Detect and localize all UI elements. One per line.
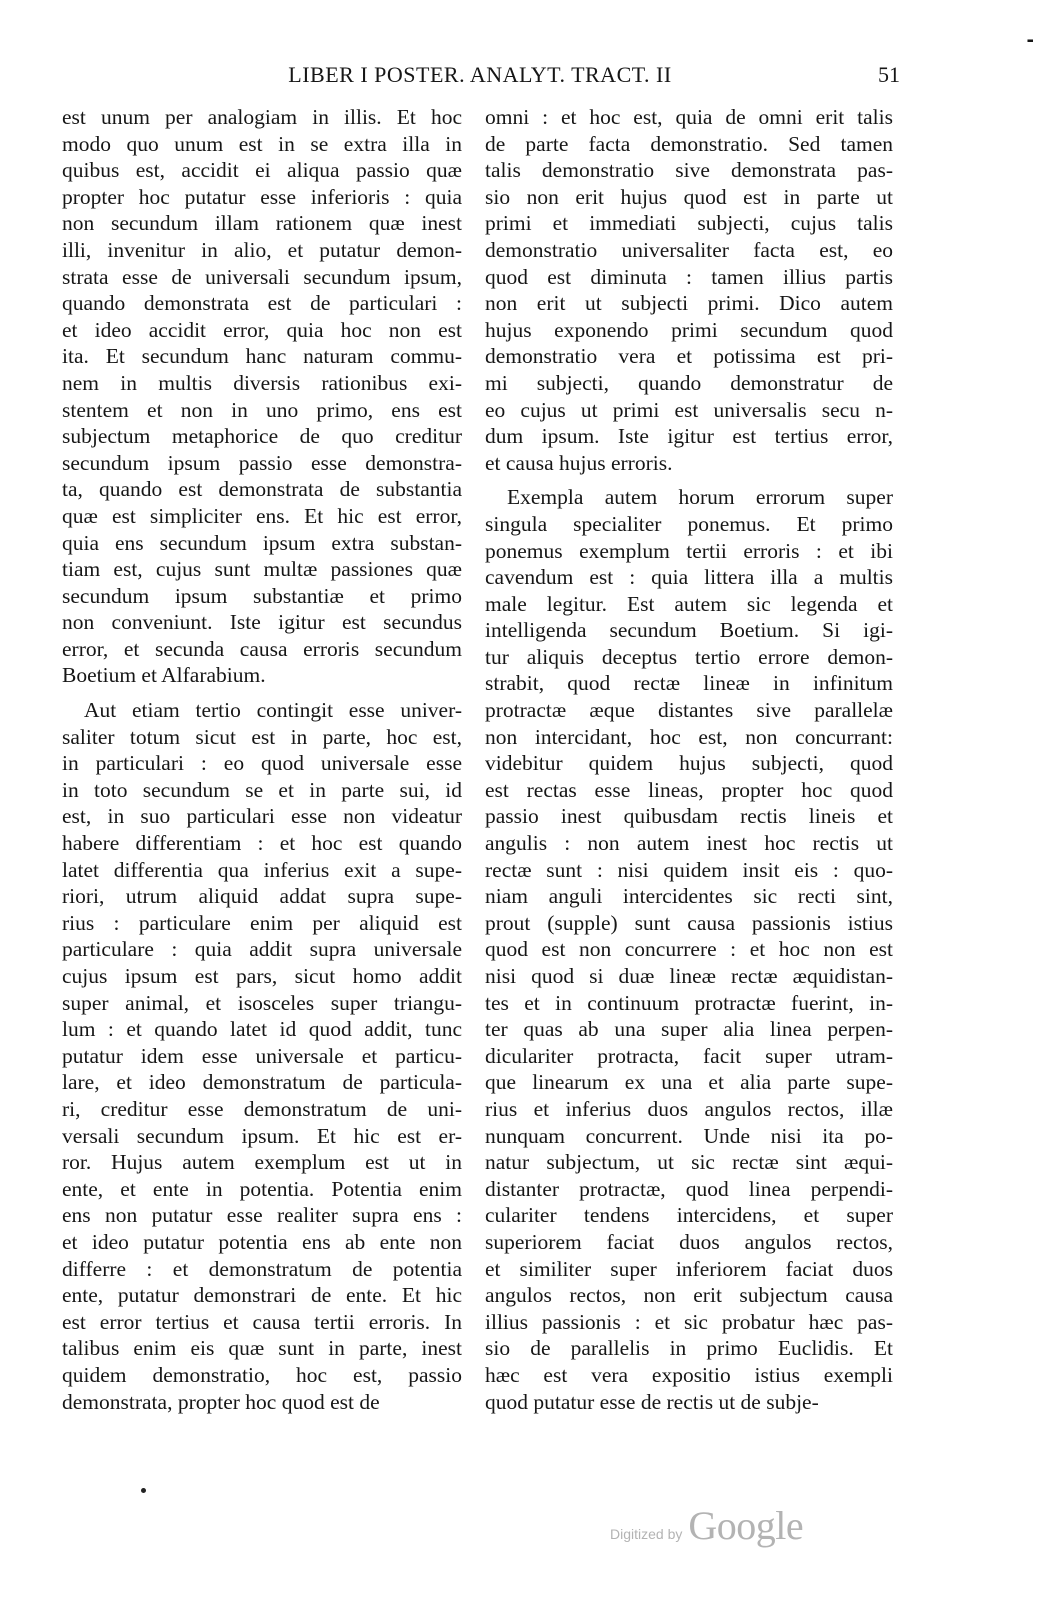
- text-line: non secundum illam rationem quæ inest: [62, 211, 462, 236]
- text-line: lum : et quando latet id quod addit, tunc: [62, 1017, 462, 1042]
- text-line: strata esse de universali secundum ipsum,: [62, 264, 462, 289]
- text-line: ente, putatur demonstrari de ente. Et hic: [62, 1283, 462, 1308]
- text-line: rius : particulare enim per aliquid est: [62, 910, 462, 935]
- text-line: talibus enim eis quæ sunt in parte, inest: [62, 1336, 462, 1361]
- text-line: secundum ipsum passio esse demonstra-: [62, 450, 462, 475]
- text-line: dum ipsum. Iste igitur est tertius error,: [485, 424, 893, 449]
- text-line: quod est diminuta : tamen illius partis: [485, 264, 893, 289]
- digitized-by-label: Digitized by: [610, 1526, 683, 1542]
- text-line: ter quas ab una super alia linea perpen-: [485, 1017, 893, 1042]
- text-line: stentem et non in uno primo, ens est: [62, 397, 462, 422]
- text-line: nunquam concurrent. Unde nisi ita po-: [485, 1123, 893, 1148]
- text-line: que linearum ex una et alia parte supe-: [485, 1070, 893, 1095]
- paragraph: [62, 104, 462, 689]
- text-line: hæc est vera expositio istius exempli: [485, 1362, 893, 1387]
- text-line: angulis : non autem inest hoc rectis ut: [485, 831, 893, 856]
- text-line: est error tertius et causa tertii erroris. In: [62, 1309, 462, 1334]
- text-line: rius et inferius duos angulos rectos, illæ: [485, 1096, 893, 1121]
- text-line: culariter tendens intercidens, et super: [485, 1203, 893, 1228]
- text-line: illius passionis : et sic probatur hæc pas-: [485, 1309, 893, 1334]
- text-line: et causa hujus erroris.: [485, 450, 673, 475]
- right-column: [485, 104, 893, 1415]
- text-line: propter hoc putatur esse inferioris : quia: [62, 184, 462, 209]
- text-line: omni : et hoc est, quia de omni erit talis: [485, 105, 893, 129]
- text-line: sio de parallelis in primo Euclidis. Et: [485, 1336, 893, 1361]
- text-line: rectæ sunt : nisi quidem insit eis : quo-: [485, 857, 893, 882]
- text-line: est rectas esse lineas, propter hoc quod: [485, 777, 893, 802]
- page-number: 51: [878, 62, 900, 87]
- text-line: eo cujus ut primi est universalis secu n-: [485, 397, 893, 422]
- text-line: est, in suo particulari esse non videatur: [62, 804, 462, 829]
- google-logo-text: Google: [688, 1503, 804, 1548]
- text-line: male legitur. Est autem sic legenda et: [485, 591, 893, 616]
- page-header: [60, 62, 900, 92]
- text-line: modo quo unum est in se extra illa in: [62, 131, 462, 156]
- text-line: demonstratio universaliter facta est, eo: [485, 237, 893, 262]
- text-line: et similiter super inferiorem faciat duos: [485, 1256, 893, 1281]
- text-line: intelligenda secundum Boetium. Si igi-: [485, 618, 893, 643]
- text-line: angulos rectos, non erit subjectum causa: [485, 1283, 893, 1308]
- text-line: quod est non concurrere : et hoc non est: [485, 937, 893, 962]
- text-line: quia ens secundum ipsum extra substan-: [62, 530, 462, 555]
- text-line: talis demonstratio sive demonstrata pas-: [485, 158, 893, 183]
- text-line: quod putatur esse de rectis ut de subje-: [485, 1389, 819, 1414]
- text-line: tes et in continuum protractæ fuerint, in-: [485, 990, 893, 1015]
- text-line: error, et secunda causa erroris secundum: [62, 636, 462, 661]
- text-line: mi subjecti, quando demonstratur de: [485, 370, 893, 395]
- paragraph-gap: [485, 476, 893, 484]
- text-line: non intercidant, hoc est, non concurrant:: [485, 724, 893, 749]
- text-line: ente, et ente in potentia. Potentia enim: [62, 1176, 462, 1201]
- text-line: cujus ipsum est pars, sicut homo addit: [62, 964, 462, 988]
- text-line: particulare : quia addit supra universale: [62, 937, 462, 962]
- paragraph: [485, 484, 893, 1415]
- text-line: Exempla autem horum errorum super: [507, 485, 893, 510]
- text-line: ponemus exemplum tertii erroris : et ibi: [485, 538, 893, 563]
- text-line: natur subjectum, ut sic rectæ sint æqui-: [485, 1150, 893, 1175]
- text-line: est unum per analogiam in illis. Et hoc: [62, 105, 462, 129]
- text-line: ri, creditur esse demonstratum de uni-: [62, 1096, 462, 1121]
- text-line: nisi quod si duæ lineæ rectæ æquidistan-: [485, 964, 893, 988]
- text-line: sio non erit hujus quod est in parte ut: [485, 184, 893, 209]
- text-line: hujus exponendo primi secundum quod: [485, 317, 893, 342]
- text-line: versali secundum ipsum. Et hic est er-: [62, 1123, 462, 1148]
- text-line: secundum ipsum substantiæ et primo: [62, 583, 462, 608]
- text-line: quæ est simpliciter ens. Et hic est error,: [62, 503, 462, 528]
- text-line: et ideo putatur potentia ens ab ente non: [62, 1229, 462, 1254]
- text-line: putatur idem esse universale et particu-: [62, 1043, 462, 1068]
- text-line: Aut etiam tertio contingit esse univer-: [84, 698, 462, 723]
- corner-mark: -: [1026, 30, 1034, 51]
- text-line: non conveniunt. Iste igitur est secundus: [62, 610, 462, 635]
- text-line: strabit, quod rectæ lineæ in infinitum: [485, 671, 893, 696]
- text-line: superiorem faciat duos angulos rectos,: [485, 1229, 893, 1254]
- text-line: quidem demonstratio, hoc est, passio: [62, 1362, 462, 1387]
- text-line: subjectum metaphorice de quo creditur: [62, 424, 462, 449]
- text-line: protractæ æque distantes sive parallelæ: [485, 698, 893, 723]
- text-line: ta, quando est demonstrata de substantia: [62, 477, 462, 502]
- text-line: demonstratio vera et potissima est pri-: [485, 344, 893, 369]
- paragraph: [485, 104, 893, 476]
- text-line: saliter totum sicut est in parte, hoc est,: [62, 724, 462, 749]
- text-line: non erit ut subjecti primi. Dico autem: [485, 291, 893, 316]
- text-line: distanter protractæ, quod linea perpendi-: [485, 1176, 893, 1201]
- text-line: niam anguli intercidentes sic recti sint,: [485, 884, 893, 909]
- google-watermark: [610, 1502, 803, 1552]
- text-line: cavendum est : quia littera illa a multis: [485, 565, 893, 590]
- text-line: videbitur quidem hujus subjecti, quod: [485, 751, 893, 776]
- text-line: prout (supple) sunt causa passionis istius: [485, 910, 893, 935]
- text-line: ita. Et secundum hanc naturam commu-: [62, 344, 462, 369]
- text-line: quando demonstrata est de particulari :: [62, 291, 462, 316]
- left-column: [62, 104, 462, 1415]
- text-line: in toto secundum se et in parte sui, id: [62, 777, 462, 802]
- text-line: super animal, et isosceles super triangu-: [62, 990, 462, 1015]
- text-line: singula specialiter ponemus. Et primo: [485, 511, 893, 536]
- text-line: quibus est, accidit ei aliqua passio quæ: [62, 158, 462, 183]
- text-line: ror. Hujus autem exemplum est ut in: [62, 1150, 462, 1175]
- ink-dot: [141, 1488, 146, 1493]
- text-line: illi, invenitur in alio, et putatur demon-: [62, 237, 462, 262]
- text-line: passio inest quibusdam rectis lineis et: [485, 804, 893, 829]
- text-line: demonstrata, propter hoc quod est de: [62, 1389, 380, 1414]
- text-line: primi et immediati subjecti, cujus talis: [485, 211, 893, 236]
- text-line: nem in multis diversis rationibus exi-: [62, 370, 462, 395]
- text-line: tur aliquis deceptus tertio errore demon-: [485, 644, 893, 669]
- text-line: differre : et demonstratum de potentia: [62, 1256, 462, 1281]
- text-line: lare, et ideo demonstratum de particula-: [62, 1070, 462, 1095]
- text-line: latet differentia qua inferius exit a supe-: [62, 857, 462, 882]
- text-line: habere differentiam : et hoc est quando: [62, 831, 462, 856]
- text-line: in particulari : eo quod universale esse: [62, 751, 462, 776]
- text-line: de parte facta demonstratio. Sed tamen: [485, 131, 893, 156]
- text-line: tiam est, cujus sunt multæ passiones quæ: [62, 557, 462, 582]
- text-line: riori, utrum aliquid addat supra supe-: [62, 884, 462, 909]
- text-line: ens non putatur esse realiter supra ens :: [62, 1203, 462, 1228]
- running-title: LIBER I POSTER. ANALYT. TRACT. II: [288, 62, 672, 87]
- text-line: diculariter protracta, facit super utram-: [485, 1043, 893, 1068]
- paragraph-gap: [62, 689, 462, 697]
- text-line: Boetium et Alfarabium.: [62, 663, 266, 688]
- text-line: et ideo accidit error, quia hoc non est: [62, 317, 462, 342]
- paragraph: [62, 697, 462, 1415]
